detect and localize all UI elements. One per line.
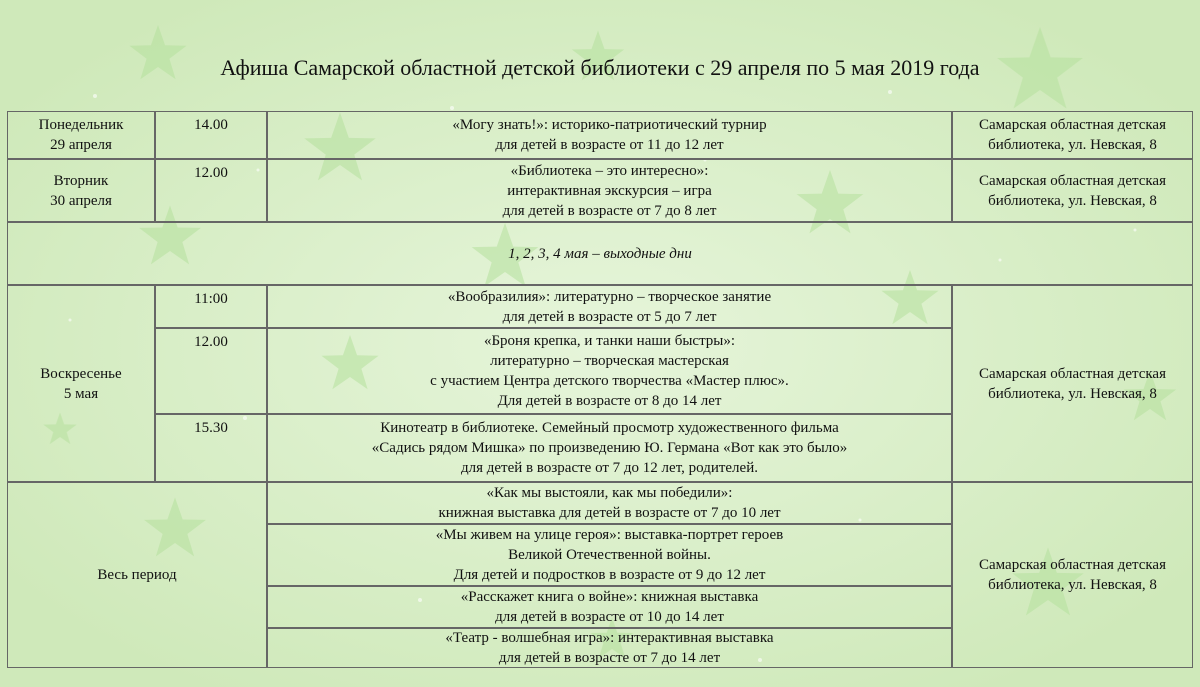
event-cell (267, 111, 952, 159)
event-line: Великой Отечественной войны. (508, 547, 711, 563)
time-cell (155, 328, 267, 414)
location-cell (952, 285, 1193, 482)
location-line: библиотека, ул. Невская, 8 (988, 192, 1157, 209)
event-line: интерактивная экскурсия – игра (507, 182, 712, 199)
event-cell (267, 628, 952, 668)
event-cell (267, 414, 952, 482)
event-line: «Мы живем на улице героя»: выставка-портрет героев (435, 527, 784, 543)
event-cell (267, 159, 952, 222)
event-time: 14.00 (194, 117, 228, 133)
day-date: 30 апреля (50, 192, 112, 209)
event-line: Для детей в возрасте от 8 до 14 лет (497, 393, 722, 409)
location-line: Самарская областная детская (979, 172, 1166, 189)
location-line: библиотека, ул. Невская, 8 (988, 137, 1157, 153)
location-line: Самарская областная детская (979, 557, 1166, 573)
day-cell-sunday (7, 285, 155, 482)
event-line: «Вообразилия»: литературно – творческое занятие (447, 288, 772, 305)
day-date: 5 мая (63, 385, 99, 402)
day-name: Вторник (53, 172, 109, 189)
event-line: литературно – творческая мастерская (490, 353, 729, 369)
event-line: для детей в возрасте от 7 до 12 лет, родителей. (461, 460, 758, 476)
location-line: библиотека, ул. Невская, 8 (988, 385, 1157, 402)
event-cell (267, 586, 952, 628)
event-line: для детей в возрасте от 10 до 14 лет (495, 609, 724, 625)
holiday-row (7, 222, 1193, 285)
location-line: Самарская областная детская (979, 117, 1166, 133)
event-line: книжная выставка для детей в возрасте от 7 до 10 лет (438, 505, 781, 521)
event-line: «Расскажет книга о войне»: книжная выставка (460, 589, 759, 605)
day-name: Воскресенье (40, 365, 122, 382)
event-line: «Броня крепка, и танки наши быстры»: (483, 333, 736, 349)
time-cell (155, 285, 267, 328)
day-date: 29 апреля (50, 137, 112, 153)
event-line: для детей в возрасте от 7 до 8 лет (502, 202, 717, 219)
event-time: 12.00 (194, 165, 228, 181)
event-cell (267, 285, 952, 328)
event-line: с участием Центра детского творчества «Мастер плюс». (430, 373, 789, 389)
day-cell-tuesday (7, 159, 155, 222)
event-line: «Как мы выстояли, как мы победили»: (486, 485, 733, 501)
time-cell (155, 414, 267, 482)
event-time: 12.00 (194, 334, 228, 350)
location-cell (952, 159, 1193, 222)
event-line: для детей в возрасте от 11 до 12 лет (495, 137, 724, 153)
day-cell-monday (7, 111, 155, 159)
event-time: 11:00 (194, 291, 228, 307)
holiday-text: 1, 2, 3, 4 мая – выходные дни (508, 245, 692, 262)
event-line: «Могу знать!»: историко-патриотический турнир (452, 117, 767, 133)
day-name: Понедельник (38, 117, 124, 133)
event-line: «Театр - волшебная игра»: интерактивная выставка (445, 630, 774, 646)
time-cell (155, 159, 267, 222)
day-cell-whole-period (7, 482, 267, 668)
page-title: Афиша Самарской областной детской библиотеки с 29 апреля по 5 мая 2019 года (220, 55, 980, 80)
event-line: для детей в возрасте от 7 до 14 лет (498, 650, 721, 666)
location-line: Самарская областная детская (979, 365, 1166, 382)
event-line: «Садись рядом Мишка» по произведению Ю. Германа «Вот как это было» (371, 440, 848, 456)
location-cell (952, 482, 1193, 668)
event-line: Для детей и подростков в возрасте от 9 до 12 лет (453, 567, 766, 583)
day-name: Весь период (97, 567, 177, 583)
event-line: «Библиотека – это интересно»: (510, 162, 709, 179)
event-cell (267, 328, 952, 414)
location-cell (952, 111, 1193, 159)
event-line: для детей в возрасте от 5 до 7 лет (502, 308, 717, 325)
event-cell (267, 482, 952, 524)
event-time: 15.30 (194, 420, 228, 436)
location-line: библиотека, ул. Невская, 8 (988, 577, 1157, 593)
event-cell (267, 524, 952, 586)
event-line: Кинотеатр в библиотеке. Семейный просмотр художественного фильма (380, 420, 839, 436)
time-cell (155, 111, 267, 159)
